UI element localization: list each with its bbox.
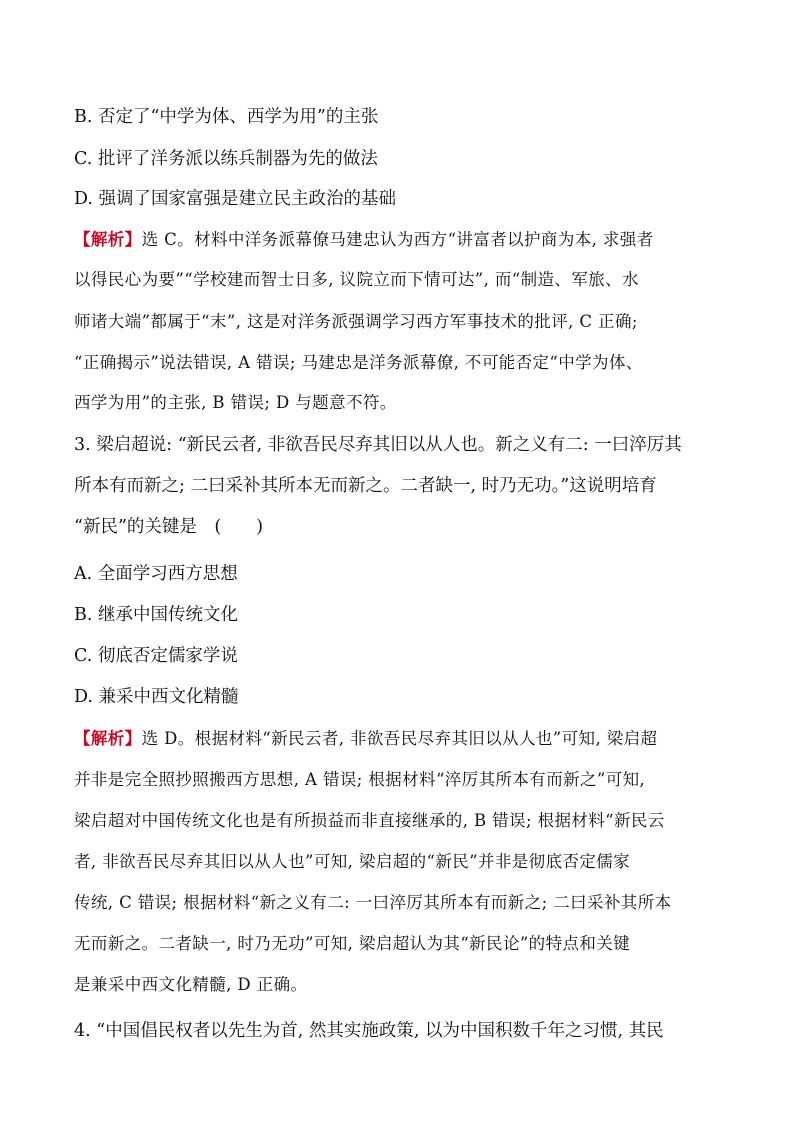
q3-stem-line: 3. 梁启超说: “新民云者, 非欲吾民尽弃其旧以从人也。新之义有二: 一曰淬厉其 <box>74 435 682 455</box>
q2-analysis-line: “正确揭示”说法错误, A 错误; 马建忠是洋务派幕僚, 不可能否定“中学为体、 <box>74 353 643 372</box>
q3-stem-line: 所本有而新之; 二曰采补其所本无而新之。二者缺一, 时乃无功。”这说明培育 <box>74 476 657 496</box>
q3-option-c: C. 彻底否定儒家学说 <box>74 646 238 666</box>
q3-analysis-line: 传统, C 错误; 根据材料“新之义有二: 一曰淬厉其所本有而新之; 二曰采补其所本 <box>74 893 672 912</box>
q3-analysis-line: 是兼采中西文化精髓, D 正确。 <box>74 975 308 994</box>
q3-analysis-line: 无而新之。二者缺一, 时乃无功”可知, 梁启超认为其“新民论”的特点和关键 <box>74 934 631 953</box>
q4-stem-line: 4. “中国倡民权者以先生为首, 然其实施政策, 以为中国积数千年之习惯, 其民 <box>74 1021 664 1041</box>
q3-option-a: A. 全面学习西方思想 <box>74 564 238 584</box>
q3-analysis-line: 者, 非欲吾民尽弃其旧以从人也”可知, 梁启超的“新民”并非是彻底否定儒家 <box>74 852 631 871</box>
q2-analysis-line: 师诸大端”都属于“末”, 这是对洋务派强调学习西方军事技术的批评, C 正确; <box>74 312 638 331</box>
q2-analysis-text: 选 C。材料中洋务派幕僚马建忠认为西方“讲富者以护商为本, 求强者 <box>141 230 654 249</box>
q3-analysis-tag: 【解析】 <box>74 729 142 748</box>
q3-stem-line: “新民”的关键是 ( ) <box>74 517 264 537</box>
q2-option-c: C. 批评了洋务派以练兵制器为先的做法 <box>74 149 378 169</box>
q3-option-d: D. 兼采中西文化精髓 <box>74 687 239 707</box>
q2-option-d: D. 强调了国家富强是建立民主政治的基础 <box>74 189 397 209</box>
q2-analysis-line: 西学为用”的主张, B 错误; D 与题意不符。 <box>74 393 397 412</box>
q3-analysis-line: 并非是完全照抄照搬西方思想, A 错误; 根据材料“淬厉其所本有而新之”可知, <box>74 770 646 789</box>
q2-analysis-tag: 【解析】 <box>74 230 142 249</box>
q3-option-b: B. 继承中国传统文化 <box>74 605 238 625</box>
q2-analysis-line <box>74 228 734 252</box>
q2-analysis-line: 以得民心为要”“学校建而智士日多, 议院立而下情可达”, 而“制造、军旅、水 <box>74 270 639 289</box>
q2-option-b: B. 否定了“中学为体、西学为用”的主张 <box>74 107 379 127</box>
q3-analysis-line: 梁启超对中国传统文化也是有所损益而非直接继承的, B 错误; 根据材料“新民云 <box>74 811 665 830</box>
q3-analysis-text: 选 D。根据材料“新民云者, 非欲吾民尽弃其旧以从人也”可知, 梁启超 <box>141 729 658 748</box>
q3-analysis-line <box>74 727 734 751</box>
